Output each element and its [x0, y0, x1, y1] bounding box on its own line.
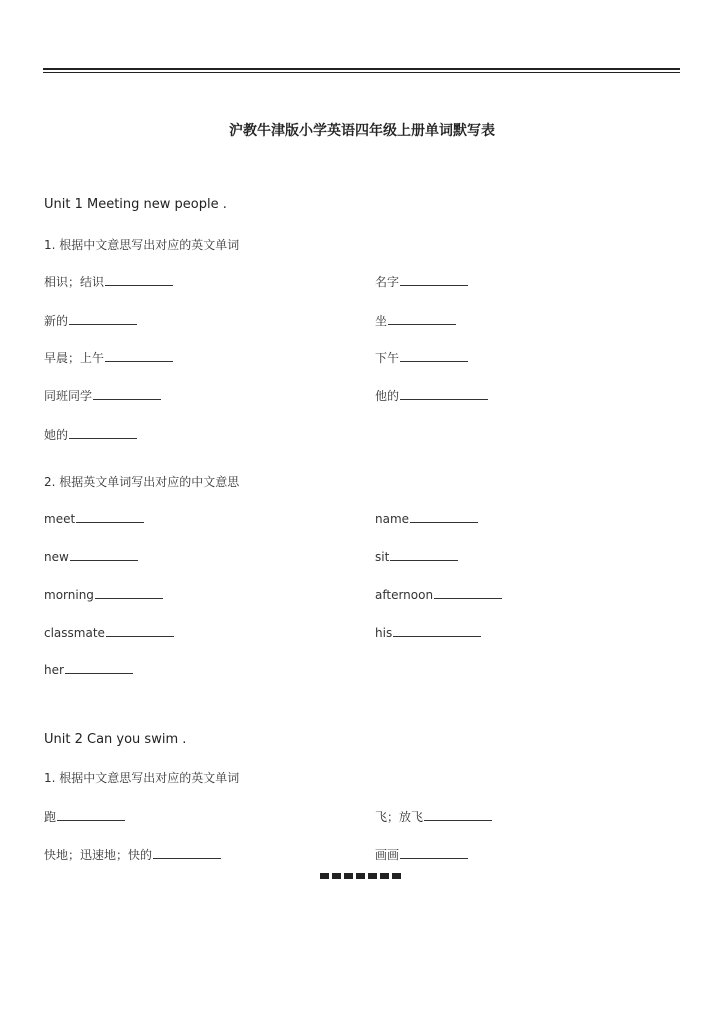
fill-item-label: 坐 — [375, 314, 388, 328]
page-title: 沪教牛津版小学英语四年级上册单词默写表 — [229, 123, 495, 139]
fill-item — [375, 312, 456, 329]
fill-item-label: meet — [44, 512, 76, 526]
fill-item — [44, 512, 144, 526]
fill-item-label: 下午 — [375, 351, 400, 365]
fill-item — [44, 663, 133, 677]
fill-item — [44, 550, 138, 564]
cut-off-text-fragment — [320, 873, 402, 879]
fill-item-label: 早晨；上午 — [44, 351, 105, 365]
fill-item — [375, 846, 468, 863]
unit-heading: Unit 2 Can you swim . — [44, 732, 187, 747]
fill-item-label: 飞；放飞 — [375, 810, 424, 824]
fill-item — [375, 626, 481, 640]
answer-blank[interactable] — [76, 522, 144, 523]
fill-item-label: 她的 — [44, 428, 69, 442]
answer-blank[interactable] — [424, 820, 492, 821]
fill-item — [44, 387, 161, 404]
answer-blank[interactable] — [70, 560, 138, 561]
fill-item-label: her — [44, 663, 64, 677]
header-rule-thick — [43, 68, 680, 70]
answer-blank[interactable] — [400, 399, 488, 400]
answer-blank[interactable] — [390, 560, 458, 561]
answer-blank[interactable] — [400, 361, 468, 362]
fill-item-label: 同班同学 — [44, 389, 93, 403]
section-instruction: 1. 根据中文意思写出对应的英文单词 — [44, 771, 240, 785]
fill-item-label: 新的 — [44, 314, 69, 328]
fill-item — [375, 273, 468, 290]
fill-item-label: 快地；迅速地；快的 — [44, 848, 153, 862]
answer-blank[interactable] — [69, 438, 137, 439]
fill-item-label: 画画 — [375, 848, 400, 862]
answer-blank[interactable] — [95, 598, 163, 599]
fill-item-label: name — [375, 512, 410, 526]
fill-item-label: 他的 — [375, 389, 400, 403]
answer-blank[interactable] — [153, 858, 221, 859]
answer-blank[interactable] — [57, 820, 125, 821]
fill-item-label: afternoon — [375, 588, 434, 602]
fill-item — [44, 426, 137, 443]
fill-item — [375, 512, 478, 526]
fill-item — [44, 312, 137, 329]
fill-item — [375, 349, 468, 366]
answer-blank[interactable] — [93, 399, 161, 400]
fill-item — [44, 626, 174, 640]
answer-blank[interactable] — [65, 673, 133, 674]
fill-item — [44, 349, 173, 366]
answer-blank[interactable] — [105, 285, 173, 286]
fill-item — [44, 846, 221, 863]
fill-item — [375, 387, 488, 404]
fill-item-label: 相识；结识 — [44, 275, 105, 289]
fill-item-label: 名字 — [375, 275, 400, 289]
answer-blank[interactable] — [410, 522, 478, 523]
fill-item — [375, 588, 502, 602]
fill-item — [44, 273, 173, 290]
header-rule-thin — [43, 72, 680, 73]
answer-blank[interactable] — [106, 636, 174, 637]
fill-item — [375, 550, 458, 564]
fill-item — [44, 588, 163, 602]
fill-item-label: his — [375, 626, 393, 640]
fill-item-label: 跑 — [44, 810, 57, 824]
fill-item — [44, 808, 125, 825]
unit-heading: Unit 1 Meeting new people . — [44, 197, 227, 212]
answer-blank[interactable] — [434, 598, 502, 599]
fill-item-label: new — [44, 550, 69, 564]
answer-blank[interactable] — [69, 324, 137, 325]
answer-blank[interactable] — [400, 285, 468, 286]
answer-blank[interactable] — [393, 636, 481, 637]
fill-item-label: classmate — [44, 626, 105, 640]
answer-blank[interactable] — [105, 361, 173, 362]
fill-item-label: morning — [44, 588, 94, 602]
answer-blank[interactable] — [400, 858, 468, 859]
answer-blank[interactable] — [388, 324, 456, 325]
section-instruction: 2. 根据英文单词写出对应的中文意思 — [44, 475, 240, 489]
section-instruction: 1. 根据中文意思写出对应的英文单词 — [44, 238, 240, 252]
fill-item-label: sit — [375, 550, 390, 564]
fill-item — [375, 808, 492, 825]
